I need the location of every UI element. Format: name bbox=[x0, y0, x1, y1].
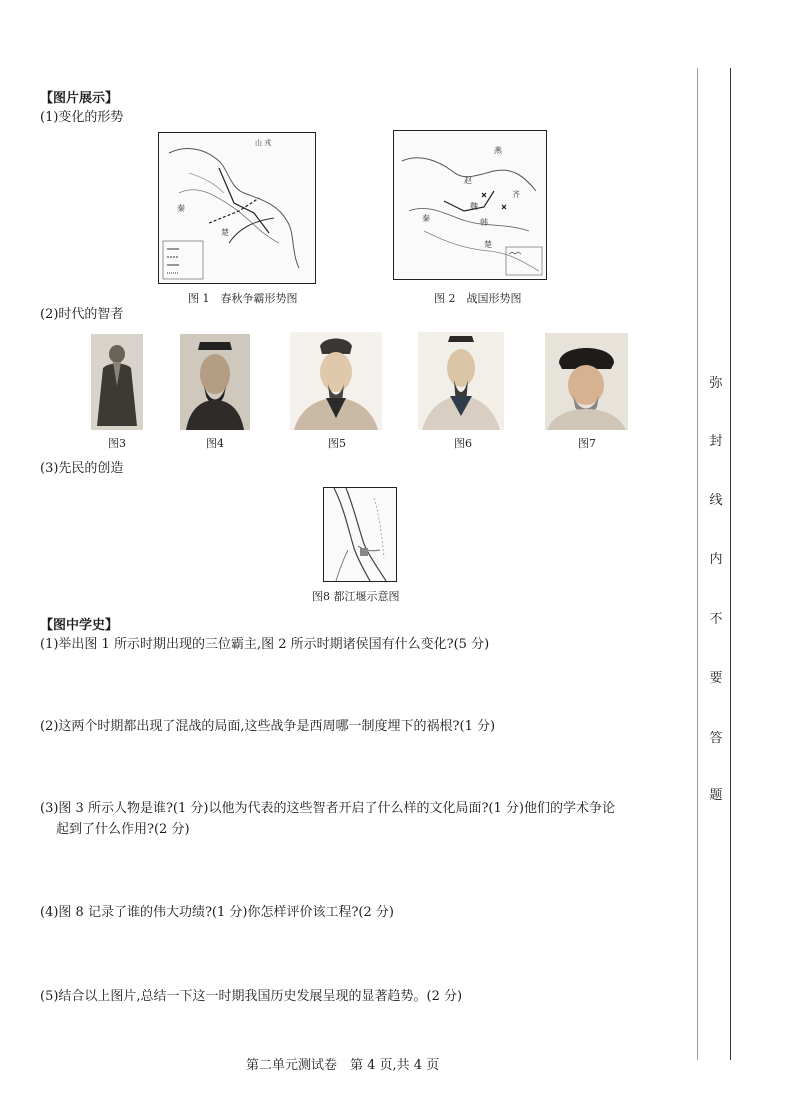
seal-char-4: 内 bbox=[709, 552, 723, 567]
subheading-sages: (2)时代的智者 bbox=[40, 307, 124, 322]
map2-label-zhao: 赵 bbox=[464, 176, 472, 185]
figure4-label: 图4 bbox=[206, 437, 224, 450]
section-heading-images: 【图片展示】 bbox=[40, 91, 119, 106]
map1-label-top: 山 戎 bbox=[255, 139, 272, 147]
portrait-sage-5 bbox=[290, 332, 382, 430]
seal-char-7: 答 bbox=[709, 731, 723, 746]
portrait-sage-6 bbox=[418, 332, 504, 430]
question-3-line1: (3)图 3 所示人物是谁?(1 分)以他为代表的这些智者开启了什么样的文化局面?(1 分)他们的学术争论 bbox=[40, 801, 615, 816]
figure2-caption: 图 2 战国形势图 bbox=[434, 292, 522, 305]
subheading-creations: (3)先民的创造 bbox=[40, 461, 124, 476]
question-5: (5)结合以上图片,总结一下这一时期我国历史发展呈现的显著趋势。(2 分) bbox=[40, 989, 463, 1004]
map-warring-states-drawing bbox=[394, 131, 546, 279]
figure5-label: 图5 bbox=[328, 437, 346, 450]
figure6-label: 图6 bbox=[454, 437, 472, 450]
seal-line-inner bbox=[697, 68, 698, 1060]
map2-label-qin: 秦 bbox=[422, 214, 430, 223]
map1-label-qin: 秦 bbox=[177, 204, 185, 213]
map-spring-autumn bbox=[158, 132, 316, 284]
subheading-changing-situation: (1)变化的形势 bbox=[40, 110, 124, 125]
map2-label-wei: 魏 bbox=[470, 202, 478, 211]
map-dujiangyan-drawing bbox=[324, 488, 396, 581]
figure1-caption: 图 1 春秋争霸形势图 bbox=[188, 292, 298, 305]
seal-char-2: 封 bbox=[709, 434, 723, 449]
map2-label-yan: 燕 bbox=[494, 146, 502, 155]
map2-label-chu: 楚 bbox=[484, 240, 492, 249]
map2-label-qi: 齐 bbox=[512, 190, 520, 199]
seal-char-6: 要 bbox=[709, 671, 723, 686]
portrait-sage-4 bbox=[180, 334, 250, 430]
seal-char-3: 线 bbox=[709, 493, 723, 508]
question-4: (4)图 8 记录了谁的伟大功绩?(1 分)你怎样评价该工程?(2 分) bbox=[40, 905, 394, 920]
seal-line-outer bbox=[730, 68, 731, 1060]
page-footer: 第二单元测试卷 第 4 页,共 4 页 bbox=[246, 1058, 440, 1073]
seal-char-1: 弥 bbox=[709, 376, 723, 391]
figure8-caption: 图8 都江堰示意图 bbox=[312, 590, 400, 603]
map1-label-chu: 楚 bbox=[221, 228, 229, 237]
section-heading-questions: 【图中学史】 bbox=[40, 618, 119, 633]
portrait-confucius bbox=[91, 334, 143, 430]
question-3-line2: 起到了什么作用?(2 分) bbox=[56, 822, 190, 837]
figure3-label: 图3 bbox=[108, 437, 126, 450]
question-1: (1)举出图 1 所示时期出现的三位霸主,图 2 所示时期诸侯国有什么变化?(5 分) bbox=[40, 637, 490, 652]
map-spring-autumn-drawing bbox=[159, 133, 315, 283]
seal-char-8: 题 bbox=[709, 788, 723, 803]
seal-char-5: 不 bbox=[709, 612, 723, 627]
question-2: (2)这两个时期都出现了混战的局面,这些战争是西周哪一制度埋下的祸根?(1 分) bbox=[40, 719, 496, 734]
map2-label-han: 韩 bbox=[480, 218, 488, 227]
figure7-label: 图7 bbox=[578, 437, 596, 450]
map-dujiangyan bbox=[323, 487, 397, 582]
portrait-sage-7 bbox=[545, 333, 628, 430]
map-warring-states bbox=[393, 130, 547, 280]
